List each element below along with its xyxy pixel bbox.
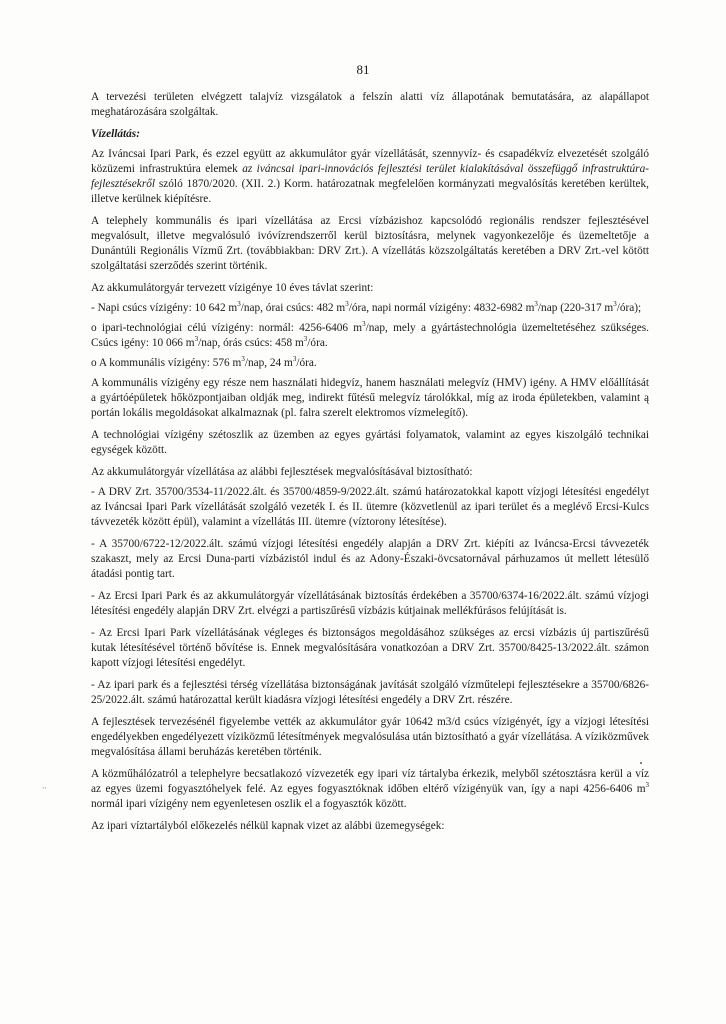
daily-peak-text-a: - Napi csúcs vízigény: 10 642 m (91, 302, 238, 314)
superscript: 3 (534, 300, 538, 309)
industrial-demand-text-b: /nap, mely a gyártástechnológia üzemeltetéséhez szükséges. Csúcs igény: 10 066 m (91, 322, 649, 349)
distribution-text-a: A közműhálózatról a telephelyre becsatlakozó vízvezeték egy ipari víz tártalyba érkezik, melyből szétosztásra kerül a víz az egyes üzemi fogyasztóhelyek felé. Az egyes fogyasztóknak időben eltérő vízigényük van, így a napi 4256-6406 m (91, 768, 649, 795)
document-body (91, 90, 649, 839)
superscript: 3 (362, 320, 366, 329)
paragraph-infrastructure-text-c: szóló 1870/2020. (XII. 2.) Korm. határozatnak megfelelően kormányzati megvalósítás keretében kerültek, illetve kerülnek kiépítésre. (91, 178, 649, 205)
paragraph-planning: A fejlesztések tervezésénél figyelembe vették az akkumulátor gyár 10642 m3/d csúcs vízigényét, így a vízjogi létesítési engedélyekben engedélyezett víziközmű létesítmények megvalósulása után biztosítható a gyár vízellátása. A víziközművek megvalósítása állami beruházás keretében történik. (91, 716, 649, 758)
superscript: 3 (303, 335, 308, 344)
paragraph-hmv: A kommunális vízigény egy része nem használati hidegvíz, hanem használati melegvíz (HMV) igény. A HMV előállítását a gyártóépületek hőközpontjaiban oldják meg, indirekt fűtésű melegvíz tárolókkal, míg az iroda épületekben, valamint ą portán lokális megoldásokat alkalmaznak (pl. falra szerelt elektromos vízmelegítő). (91, 377, 649, 419)
list-item-permit-1: - A DRV Zrt. 35700/3534-11/2022.ált. és 35700/4859-9/2022.ált. számú határozatokkal kapott vízjogi létesítési engedélyt az Iváncsai Ipari Park vízellátását szolgáló vezeték I. és II. ütemre (közvetlenül az ipari terület és a meglévő Ercsi-Kulcs távvezeték között épül), valamint a vízellátás III. ütemre (víztorony létesítése). (91, 486, 649, 528)
paragraph-units-intro: Az ipari víztartályból előkezelés nélkül kapnak vizet az alábbi üzemegységek: (91, 820, 445, 832)
superscript: 3 (241, 355, 245, 364)
paragraph-technology-demand: A technológiai vízigény szétoszlik az üzemben az egyes gyártási folyamatok, valamint az egyes kiszolgáló technikai egységek között. (91, 429, 649, 456)
paragraph-distribution (91, 767, 649, 812)
list-item-permit-3: - Az Ercsi Ipari Park és az akkumulátorgyár vízellátásának biztosítás érdekében a 35700/6374-16/2022.ált. számú vízjogi létesítési engedély alapján DRV Zrt. elvégzi a partiszűrésű vízbázis kútjainak mellékfúrásos felújítását is. (91, 590, 649, 617)
paragraph-industrial-demand (91, 321, 649, 351)
daily-peak-text-b: /nap, órai csúcs: 482 m (240, 302, 346, 314)
paragraph-communal-demand (91, 356, 649, 371)
intro-paragraph: A tervezési területen elvégzett talajvíz vizsgálatok a felszín alatti víz állapotának bemutatására, az alapállapot meghatározására szolgáltak. (91, 91, 649, 118)
distribution-text-b: normál ipari vízigény nem egyenletesen oszlik el a fogyasztók között. (91, 798, 407, 810)
daily-peak-text-d: /nap (220-317 m (537, 302, 614, 314)
list-item-permit-2: - A 35700/6722-12/2022.ált. számú vízjogi létesítési engedély alapján a DRV Zrt. kiépíti az Iváncsa-Ercsi távvezeték szakaszt, mely az Ercsi Duna-parti vízbázistól indul és az Adony-Északi-övcsatornával párhuzamos út mellett létesülő átadási pontig tart. (91, 538, 649, 580)
superscript: 3 (194, 335, 199, 344)
superscript: 3 (292, 355, 297, 364)
list-item-permit-4: - Az Ercsi Ipari Park vízellátásának végleges és biztonságos megoldásához szükséges az ercsi vízbázis új partiszűrésű kutak létesítésével történő bővítése is. Ennek megvalósítására vonatkozóan a DRV Zrt. 35700/8425-13/2022.ált. számon kapott vízjogi létesítési engedélyt. (91, 627, 649, 669)
industrial-demand-text-d: /óra. (307, 337, 328, 349)
superscript: 3 (613, 300, 617, 309)
daily-peak-text-c: /óra, napi normál vízigény: 4832-6982 m (348, 302, 535, 314)
paragraph-infrastructure-text-a: Az Iváncsai Ipari Park, és ezzel együtt az akkumulátor gyár vízellátását, szennyvíz- és csapadékvíz elvezetését szolgáló közüzemi infrastruktúra elemek (91, 148, 649, 175)
daily-peak-text-e: /óra); (616, 302, 642, 314)
page-number: 81 (356, 62, 370, 77)
communal-demand-text-b: /nap, 24 m (244, 357, 293, 369)
superscript: 3 (645, 781, 649, 790)
paragraph-daily-peak (91, 301, 649, 316)
superscript: 3 (345, 300, 349, 309)
paragraph-developments-intro: Az akkumulátorgyár vízellátása az alábbi fejlesztések megvalósításával biztosítható: (91, 466, 473, 478)
paragraph-demand-intro: Az akkumulátorgyár tervezett vízigénye 10 éves távlat szerint: (91, 282, 374, 294)
margin-mark: ‚‚ (42, 782, 47, 790)
industrial-demand-text-c: /nap, órás csúcs: 458 m (198, 337, 304, 349)
industrial-demand-text-a: o ipari-technológiai célú vízigény: normál: 4256-6406 m (91, 322, 363, 334)
list-item-permit-5: - Az ipari park és a fejlesztési térség vízellátása biztonságának javítását szolgáló vízműtelepi fejlesztésekre a 35700/6826-25/2022.ált. számú határozattal került kiadásra vízjogi létesítési engedély a DRV Zrt. részére. (91, 679, 649, 706)
decree-title: az iváncsai ipari-innovációs fejlesztési terület kialakításával összefüggő infrastruktúra-fejlesztésekről (91, 163, 649, 190)
section-heading-water-supply: Vízellátás: (91, 128, 140, 140)
paragraph-infrastructure (91, 147, 649, 207)
superscript: 3 (237, 300, 241, 309)
communal-demand-text-a: o A kommunális vízigény: 576 m (91, 357, 242, 369)
paragraph-site-supply: A telephely kommunális és ipari vízellátása az Ercsi vízbázishoz kapcsolódó regionális rendszer fejlesztésével megvalósult, illetve megvalósuló ivóvízrendszerről kerül biztosításra, melynek vagyonkezelője és üzemeltetője a Dunántúli Regionális Vízmű Zrt. (továbbiakban: DRV Zrt.). A vízellátás közszolgáltatás keretében a DRV Zrt.-vel kötött szolgáltatási szerződés szerint történik. (91, 215, 649, 272)
communal-demand-text-c: /óra. (296, 357, 317, 369)
